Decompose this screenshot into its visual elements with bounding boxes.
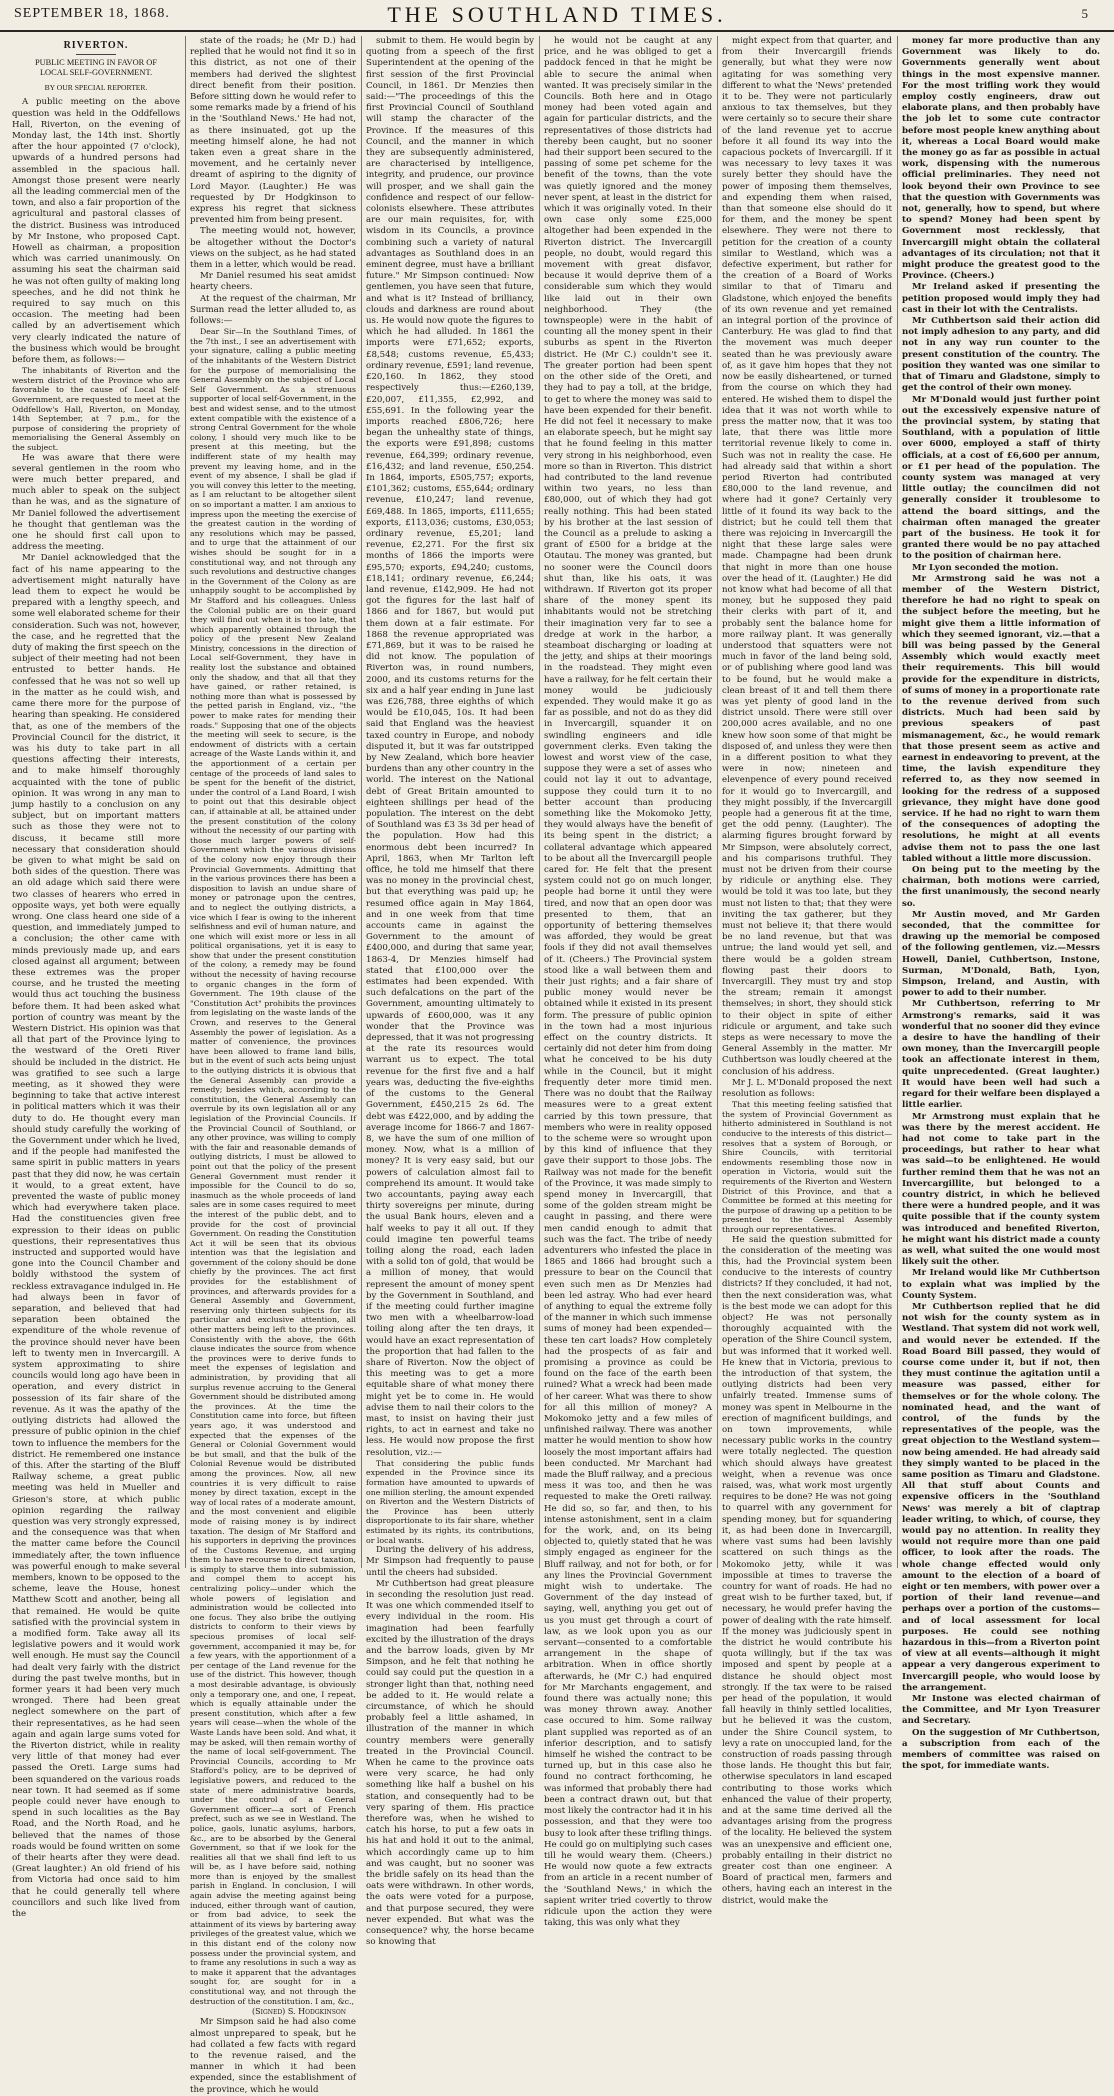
resolution-text: That this meeting feeling satisfied that the system of Provincial Government as hitherto administered in Southland is not conducive to the interests of this district—resolves that a system of Borough, or Shire Councils, with territorial endowments resembling those now in operation in Victoria, would suit the requirements of the Riverton and Western District of this Province, and that a Committee be formed at this meeting for the purpose of drawing up a petition to be presented to the General Assembly through our representatives. bbox=[722, 1100, 892, 1235]
article-subheadline: PUBLIC MEETING IN FAVOR OF LOCAL SELF-GOVERNMENT. bbox=[34, 58, 158, 78]
paragraph: Mr Simpson said he had also come almost unprepared to speak, but he had collated a few facts with regard to the revenue raised, and the manner in which it had been expended, since the establishment of the province, which he would bbox=[190, 2017, 356, 2095]
paragraph: Mr M'Donald would just further point out the excessively expensive nature of the provincial system, by stating that Southland, with a population of little over 6000, employed a staff of thirty officials, at a cost of £6,600 per annum, or £1 per head of the population. The county system was managed at very little outlay; the councilmen did not generally consider it troublesome to attend the board sittings, and the chairman often managed the greater part of the business. He took it for granted there would be no pay attached to the position of chairman here. bbox=[902, 394, 1100, 562]
paragraph: Mr Austin moved, and Mr Garden seconded, that the committee for drawing up the memorial be composed of the following gentlemen, viz.—Messrs Howell, Daniel, Cuthbertson, Instone, Surman, M'Donald, Bath, Lyon, Simpson, Ireland, and Austin, with power to add to their number. bbox=[902, 909, 1100, 999]
paragraph: might expect from that quarter, and from their Invercargill friends generally, but what they were now agitating for was something very different to what the 'News' pretended it to be. They were not particularly anxious to tax themselves, but they were certainly so to secure their share of the land revenue yet to accrue before it all found its way into the capacious pockets of Invercargill. If it was necessary to levy taxes it was surely better they should have the power of imposing them themselves, and expending them when raised, than that someone else should do it for them, and the money be spent elsewhere. They were not there to petition for the creation of a county similar to Westland, which was a defective experiment, but rather for the creation of a Board of Works similar to that of Timaru and Gladstone, which enjoyed the benefits of its own revenue and yet remained an integral portion of the province of Canterbury. He was glad to find that the movement was much deeper seated than he was previously aware of, as it gave him hopes that they not now be easily disheartened, or turned from the course on which they had entered. He wished them to dispel the idea that it was not worth while to press the matter now, that it was too late, that there was little more territorial revenue likely to come in. Such was not in reality the case. He had already said that within a short period Riverton had contributed £80,000 to the land revenue, and where had it gone? Certainly very little of it found its way back to the district; but he could tell them that there was rejoicing in Invercargill the night that these large sales were made. Champagne had been drunk that night in more than one house over the head of it. (Laughter.) He did not know what had become of all that money, but he supposed they paid their clerks with part of it, and probably sent the balance home for more railway plant. It was generally understood that squatters were not much in favor of the land being sold, or of publishing where good land was to be found, but he would make a clean breast of it and tell them there was yet plenty of good land in the district unsold. There were still over 200,000 acres available, and no one knew how soon some of that might be disposed of, and unless they were then in a different position to what they were in now; nineteen and elevenpence of every pound received for it would go to Invercargill, and they might possibly, if the Invercargill people had a generous fit at the time, get the odd penny. (Laughter). The alarming figures brought forward by Mr Simpson, were absolutely correct, and his comparisons truthful. They must not be driven from their course by ridicule or anything else. They would be told it was too late, but they must not listen to that; that they were inviting the tax gatherer, but they must not believe it; that there would be no land revenue, but that was untrue; the land would yet sell, and there would be a golden stream flowing past their doors to Invercargill. They must try and stop the stream; remain it amongst themselves; in short, they should stick to their object in spite of either ridicule or argument, and take such steps as were necessary to move the General Assembly in the matter. Mr Cuthbertson was loudly cheered at the conclusion of his address. bbox=[722, 36, 892, 1077]
column-2 bbox=[190, 36, 356, 2095]
newspaper-columns bbox=[0, 32, 1114, 2095]
article-byline: BY OUR SPECIAL REPORTER. bbox=[44, 83, 148, 93]
paragraph: Mr Armstrong must explain that he was there by the merest accident. He had not come to take part in the proceedings, but rather to hear what was said—to be enlightened. He would further remind them that he was not an Invercargillite, but belonged to a country district, in which he believed there were a hundred people, and it was quite possible that if the county system was introduced and benefited Riverton, he might want his district made a county as well, what suited the one would most likely suit the other. bbox=[902, 1111, 1100, 1268]
column-divider bbox=[717, 36, 718, 1568]
paragraph: he would not be caught at any price, and he was obliged to get a paddock fenced in that he might be able to secure the animal when wanted. It was precisely similar in the Councils. Both here and in Otago money had been voted again and again for particular districts, and the representatives of those districts had thereby been caught, but no sooner had their support been secured to the passing of some pet scheme for the benefit of the towns, than the vote was quietly ignored and the money never spent, at least in the district for which it was originally voted. In their own case only some £25,000 altogether had been expended in the Riverton district. The Invercargill people, no doubt, would regard this movement with great disfavor, because it would deprive them of a considerable sum which they would like laid out in their own neighborhood. They (the townspeople) were in the habit of counting all the money spent in their suburbs as spent in the Riverton district. He (Mr C.) couldn't see it. The greater portion had been spent on the other side of the Oreti, and they had to pay a toll, at the bridge, to get to where the money was said to have been expended for their benefit. He did not feel it necessary to make an elaborate speech, but he might say that he found feeling in this matter very strong in his neighborhood, even more so than in Riverton. This district had contributed to the land revenue within two years, no less than £80,000, out of which they had got really nothing. This had been stated by his brother at the last session of the Council as a prelude to asking a grant of £500 for a bridge at the Otautau. The money was granted, but no sooner were the Council doors shut than, like his oats, it was withdrawn. If Riverton got its proper share of the money spent its inhabitants would not be stretching their imagination very far to see a dredge at work in the harbor, a steamboat discharging or loading at the jetty, and ships at their moorings in the roadstead. They might even have a railway, for he felt certain their money would be judiciously expended. They would make it go as far as possible, and not do as they did in Invercargill, squander it on swindling engineers and idle government clerks. Even taking the lowest and worst view of the case, suppose they were a set of asses who could not lay it out to advantage, suppose they could turn it to no better account than producing something like the Mokomoko Jetty, they would always have the benefit of its being spent in the district; a collateral advantage which appeared to be about all the Invercargill people cared for. He felt that the present system could not go on much longer, people had borne it until they were tired, and now that an open door was presented to them, that an opportunity of bettering themselves was afforded, they would be great fools if they did not avail themselves of it. (Cheers.) The Provincial system stood like a wall between them and their just rights; and a fair share of public money would never be obtained while it existed in its present form. The pressure of public opinion in the town had a most injurious effect on the country districts. It certainly did not deter him from doing what he conceived to be his duty while in the Council, but it might frequently deter more timid men. There was no doubt that the Railway measures were to a great extent carried by this town pressure, that members who were in reality opposed to the scheme were so wrought upon by this kind of influence that they gave their support to those jobs. The Railway was not made for the benefit of the Province, it was made simply to spend money in Invercargill, that some of the golden stream might be caught in passing, and there were men candid enough to admit that such was the fact. The tribe of needy adventurers who infested the place in 1865 and 1866 had brought such a pressure to bear on the Council that even such men as Dr Menzies had been led astray. Who had ever heard of anything to equal the extreme folly of the manner in which such immense sums of money had been expended—these ten cart loads? How completely had the prospects of as fair and promising a province as could be found on the face of the earth been ruined? What a wreck had been made of her career. What was there to show for all this million of money? A Mokomoko jetty and a few miles of unfinished railway. There was another matter he would mention to show how loosely the most important affairs had been conducted. Mr Marchant had made the Bluff railway, and a precious mess it was too, and then he was requested to make the Oreti railway. He did so, so far, and then, to his intense astonishment, sent in a claim for the work, and, on its being objected to, quietly stated that he was simply engaged as engineer for the Bluff railway, and not for both, or for any lines the Provincial Government might wish to undertake. The Government of the day instead of saying, well, anything you get out of us you must get through a court of law, as we look upon you as our servant—consented to a comfortable arrangement in the shape of arbitration. When in office shortly afterwards, he (Mr C.) had enquired for Mr Marchants engagement, and found there was actually none; this was money thrown away. Another case occured to him. Some railway plant supplied was reported as of an inferior description, and to satisfy himself he wished the contract to be turned up, but in this case also he found no contract forthcoming, he was informed that probably there had been a contract drawn out, but that most likely the contractor had it in his possession, and that they were too busy to look after these trifling things. He could go on multiplying such cases till he would weary them. (Cheers.) He would now quote a few extracts from an article in a recent number of the 'Southland News,' in which the sapient writer tried covertly to throw ridicule upon the action they were taking, this was only what they bbox=[544, 36, 712, 1929]
paragraph: He was aware that there were several gentlemen in the room who were much better prepared, and much abler to speak on the subject than he was, and as the signature of Mr Daniel followed the advertisement he thought that gentleman was the one he should first call upon to address the meeting. bbox=[12, 452, 180, 553]
article-headline: RIVERTON. bbox=[63, 40, 129, 51]
paragraph: The meeting would not, however, be altogether without the Doctor's views on the subject, as he had stated them in a letter, which would be read. bbox=[190, 226, 356, 271]
column-5 bbox=[722, 36, 892, 1906]
paragraph: During the delivery of his address, Mr Simpson had frequently to pause until the cheers had subsided. bbox=[366, 1545, 534, 1578]
paragraph: Mr Ireland asked if presenting the petition proposed would imply they had cast in their lot with the Centralists. bbox=[902, 282, 1100, 315]
masthead bbox=[0, 0, 1114, 32]
column-divider bbox=[361, 36, 362, 1568]
paragraph: On the suggestion of Mr Cuthbertson, a subscription from each of the members of committee was raised on the spot, for immediate wants. bbox=[902, 1727, 1100, 1772]
paragraph: A public meeting on the above question was held in the Oddfellows Hall, Riverton, on the evening of Monday last, the 14th inst. Shortly after the hour appointed (7 o'clock), upwards of a hundred persons had assembled in the spacious hall. Amongst those present were nearly all the leading commercial men of the town, and also a fair proportion of the agricultural and pastoral classes of the district. Business was introduced by Mr Instone, who proposed Capt. Howell as chairman, a proposition which was carried unanimously. On assuming his seat the chairman said he was not often guilty of making long speeches, and he did not think he required to say much on this occasion. The meeting had been called by an advertisement which very clearly indicated the nature of the business which would be brought before them, as follows:— bbox=[12, 97, 180, 366]
column-1 bbox=[12, 36, 180, 1920]
issue-date: SEPTEMBER 18, 1868. bbox=[14, 6, 170, 21]
advertisement-quote: The inhabitants of Riverton and the western district of the Province who are favorable to the cause of Local Self-Government, are requested to meet at the Oddfellow's Hall, Riverton, on Monday, 14th September, at 7 p.m., for the purpose of considering the propriety of memorialising the General Assembly on the subject. bbox=[12, 366, 180, 453]
paragraph: Mr Armstrong said he was not a member of the Western District, therefore he had no right to speak on the subject before the meeting, but he might give them a little information of which they seemed ignorant, viz.—that a bill was being passed by the General Assembly which would exactly meet their requirements. This bill would provide for the expenditure in districts, of sums of money in a proportionate rate to the revenue derived from such districts. Much had been said by previous speakers of past mismanagement, &c., he would remark that those present seem as active and earnest in endeavoring to prevent, at the time, the lavish expenditure they referred to, as they now seemed in looking for the redress of a supposed grievance, they might have done good service. If he had no right to warn them of the consequences of adopting the resolutions, he might at all events advise them not to pass the one last tabled without a little more discussion. bbox=[902, 573, 1100, 864]
paragraph: Mr Ireland would like Mr Cuthbertson to explain what was implied by the County System. bbox=[902, 1268, 1100, 1301]
paragraph: On being put to the meeting by the chairman, both motions were carried, the first unanimously, the second nearly so. bbox=[902, 865, 1100, 909]
page-number: 5 bbox=[1081, 6, 1088, 21]
column-divider bbox=[897, 36, 898, 1568]
paragraph: At the request of the chairman, Mr Surman read the letter alluded to, as follows:— bbox=[190, 293, 356, 327]
column-3 bbox=[366, 36, 534, 1948]
paragraph: Mr Cuthbertson, referring to Mr Armstrong's remarks, said it was wonderful that no sooner did they evince a desire to have the handling of their own money, than the Invercargill people took an affectionate interest in them, quite unprecedented. (Great laughter.) It would have been well had such a regard for their welfare been displayed a little earlier. bbox=[902, 999, 1100, 1111]
paragraph: state of the roads; he (Mr D.) had replied that he would not find it so in this district, as not one of their members had derived the slightest direct benefit from their position. Before sitting down he would refer to some remarks made by a friend of his in the 'Southland News.' He had not, as there insinuated, got up the meeting himself alone, he had not taken even a great share in the movement, and he certainly never dreamt of aspiring to the dignity of Lord Mayor. (Laughter.) He was requested by Dr Hodgkinson to express his regret that sickness prevented him from being present. bbox=[190, 36, 356, 226]
column-4 bbox=[544, 36, 712, 1929]
paragraph: Mr Daniel acknowledged that the fact of his name appearing to the advertisement might naturally have lead them to expect he would be prepared with a lengthy speech, and some well elaborated scheme for their consideration. Such was not, however, the case, and he regretted that the duty of making the first speech on the subject of their meeting had not been entrusted to better hands. He confessed that he was not so well up in the matter as he could wish, and came there more for the purpose of hearing than speaking. He considered that, as one of the members of the Provincial Council for the district, it was his duty to take part in all questions affecting their interests, and to make himself thoroughly acquainted with the tone of public opinion. It was wrong in any man to jump hastily to a conclusion on any subject, but on important matters such as those they were not to discuss, it became still more necessary that consideration should be given to what might be said on both sides of the question. There was an old adage which said there were two classes of hearers who erred in opposite ways, yet both were equally wrong. One class heard one side of a question, and immediately jumped to a conclusion; the other came with minds previously made up, and ears closed against all argument; between these extremes was the proper course, and he trusted the meeting would thus act touching the business before them. It had been asked what portion of country was meant by the Western District. His opinion was that all that part of the Province lying to the westward of the Oreti River should be included in the district. He was gratified to see such a large meeting, as it showed they were beginning to take that active interest in political matters which it was their duty to do. He thought every man should study carefully the working of the Government under which he lived, and if the people had manifested the same spirit in public matters in years past that they did now, he was certain it would, to a great extent, have prevented the waste of public money which had everywhere taken place. Had the constituencies given free expression to their ideas on public questions, their representatives thus instructed and supported would have gone into the Council Chamber and boldly withstood the system of reckless extravagance indulged in. He had always been in favor of separation, and believed that had separation been obtained the expenditure of the whole revenue of the province should never have been left to twenty men in Invercargill. A system approximating to shire councils would long ago have been in operation, and every district in possession of its fair share of the revenue. As it was the apathy of the outlying districts had allowed the pressure of public opinion in the chief town to influence the members for the district. He remembered one instance of this. After the starting of the Bluff Railway scheme, a great public meeting was held in Mueller and Grieson's store, at which public opinion regarding the railway question was very strongly expressed, and the consequence was that when the matter came before the Council immediately after, the town influence was powerful enough to make several members, known to be opposed to the scheme, leave the House, honest Matthew Scott and another, being all that remained. He would be quite satisfied with the provincial system in a modified form. Take away all its legislative powers and it would work well enough. He must say the Council had dealt very fairly with the district during the past twelve months, but in former years it had been very much wronged. There had been great neglect somewhere on the part of their representatives, as he had seen again and again large sums voted for the Riverton district, while in reality very little of that money had ever passed the Oreti. Large sums had been squandered on the various roads near town. It had seemed as if some people could never have enough to spend in such localities as the Bay Road, and the North Road, and he believed that the names of those roads would be found written on some of their hearts after they were dead. (Great laughter.) An old friend of his from Victoria had once said to him that he could generally tell where councillors and such like lived from the bbox=[12, 553, 180, 1920]
paragraph: money far more productive than any Government was likely to do. Governments generally went about things in the most expensive manner. For the most trifling work they would employ costly engineers, draw out elaborate plans, and then probably have the job let to some cute contractor before most people knew anything about it, whereas a Local Board would make the money go as far as possible in actual work, dispensing with the numerous official preliminaries. They need not look beyond their own Province to see that the question with Governments was not, generally, how to spend, but where to spend? Money had been spent by Government most recklessly, that Invercargill might obtain the collateral advantages of its circulation; not that it might produce the greatest good to the Province. (Cheers.) bbox=[902, 36, 1100, 282]
paragraph: submit to them. He would begin by quoting from a speech of the first Superintendent at the opening of the first session of the first Provincial Council, in 1861. Dr Menzies then said:—"The proceedings of this the first Provincial Council of Southland will stamp the character of the Province. If the measures of this Council, and the manner in which they are subsequently administered, are characterised by intelligence, integrity, and prudence, our province will prosper, and we shall gain the confidence and respect of our fellow-colonists elsewhere. These attributes are our main requisites, for, with wisdom in its Councils, a province combining such a variety of natural advantages as Southland does in an eminent degree, must have a brilliant future." Mr Simpson continued: Now gentlemen, you have seen that future, and what is it? Instead of brilliancy, clouds and darkness are round about us. He would now quote the figures to which he had alluded. In 1861 the imports were £71,652; exports, £8,548; customs revenue, £5,433; ordinary revenue, £591; land revenue, £20,160. In 1862, they stood respectively thus:—£260,139, £20,007, £11,355, £2,992, and £55,691. In the following year the imports reached £806,726; here began the unhealthy state of things, the exports were £91,898; customs revenue, £64,399; ordinary revenue, £16,432; and land revenue, £50,254. In 1864, imports, £505,757; exports, £101,362; customs, £55,644; ordinary revenue, £10,247; land revenue, £69,488. In 1865, imports, £111,655; exports, £113,036; customs, £30,053; ordinary revenue, £5,201; land revenue, £2,271. For the first six months of 1866 the imports were £95,570; exports, £94,240; customs, £18,141; ordinary revenue, £6,244; land revenue, £142,909. He had not got the figures for the last half of 1866 and for 1867, but would put them down at a fair estimate. For 1868 the revenue appropriated was £71,869, but it was to be raised he did not know. The population of Riverton was, in round numbers, 2000, and its customs returns for the six and a half year ending in June last was £26,788, three eighths of which would be £10,045, 10s. It had been said that England was the heaviest taxed country in Europe, and nobody disputed it, but it was far outstripped by New Zealand, which bore heavier burdens than any other country in the world. The interest on the National debt of Great Britain amounted to eighteen shillings per head of the population. The interest on the debt of Southland was £3 3s 3d per head of the population. How had this enormous debt been incurred? In April, 1863, when Mr Tarlton left office, he told me himself that there was no money in the provincial chest, but that everything was paid up; he resumed office again in May 1864, and in one week from that time accounts came in against the Government to the amount of £400,000, and during that same year, 1863-4, Dr Menzies himself had stated that £100,000 over the estimates had been expended. With such defalcations on the part of the Government, amounting ultimately to upwards of £600,000, was it any wonder that the Province was depressed, that it was not progressing at the rate its resources would warrant us to expect. The total revenue for the first five and a half years was, deducting the five-eighths of the customs to the General Government, £450,215 2s 6d. The debt was £422,000, and by adding the average income for 1866-7 and 1867-8, we have the sum of one million of money. Now, what is a million of money? It is very easy said, but our powers of calculation almost fail to comprehend its amount. It would take two accountants, paying away each thirty sovereigns per minute, during the usual Bank hours, eleven and a half weeks to pay it all out. If they could imagine ten powerful teams toiling along the road, each laden with a solid ton of gold, that would be a million of money, that would represent the amount of money spent by the Government in Southland, and if the meeting could further imagine two men with a wheelbarrow-load toiling along after the ten drays, it would have an exact representation of the proportion that had fallen to the share of Riverton. Now the object of this meeting was to get a more equitable share of what money there might yet be to come in. He would advise them to nail their colors to the mast, to insist on having their just rights, to act in earnest and take no less. He would now propose the first resolution, viz.:— bbox=[366, 36, 534, 1458]
paragraph: He said the question submitted for the consideration of the meeting was this, had the Provincial system been conducive to the interests of country districts? If they concluded, it had not, then the next consideration was, what is the best mode we can adopt for this object? He was not personally thoroughly acquainted with the operation of the Shire Council system, but was informed that it worked well. He knew that in Victoria, previous to the introduction of that system, the outlying districts had been very unfairly treated. Immense sums of money was spent in Melbourne in the erection of magnificent buildings, and on town improvements, while necessary public works in the country were totally neglected. The question which should always have greatest weight, when a revenue was once raised, was, what work most urgently requires to be done? He was not going to quarrel with any government for spending money, but for squandering it, as had been done in Invercargill, where vast sums had been lavishly scattered on such things as the Mokomoko jetty, while it was impossible at times to traverse the country for want of roads. He had no great wish to be further taxed, but, if necessary, he would prefer having the power of dealing with the rate himself. If the money was judiciously spent in the district he would contribute his quota willingly, but if the tax was imposed and spent by people at a distance he should object most strongly. If the tax were to be raised per head of the population, it would fall heavily in thinly settled localities, but he believed it was the custom, under the Shire Council system, to levy a rate on unoccupied land, for the construction of roads passing through those lands. He thought this but fair, otherwise speculators in land escaped contributing to those works which enhanced the value of their property, and at the same time derived all the advantages arising from the progress of the locality. He believed the system was an unexpensive and efficient one, probably entailing in their district no greater cost than one engineer. A Board of practical men, farmers and others, having each an interest in the district, would make the bbox=[722, 1234, 892, 1906]
hodgkinson-letter: Dear Sir—In the Southland Times, of the 7th inst., I see an advertisement with your signature, calling a public meeting of the inhabitants of the Western District for the purpose of memorialising the General Assembly on the subject of Local Self Government. As a strenuous supporter of local self-Government, in the best and widest sense, and to the utmost extent compatible with the existence of a strong Central Government for the whole colony, I should very much like to be present at this meeting, but the indifferent state of my health may prevent my leaving home, and in the event of my absence, I shall be glad if you will convey this letter to the meeting, as I am reluctant to be altogether silent on so important a matter. I am anxious to impress upon the meeting the exercise of the greatest caution in the wording of any resolutions which may be passed, and to urge that the attainment of our wishes should be sought for in a constitutional way, and not through any such revolutions and destructive changes in the Government of the Colony as are unhappily sought to be accomplished by Mr Stafford and his colleagues. Unless the Colonial public are on their guard they will find out when it is too late, that which apparently obtained through the policy of the present New Zealand Ministry, concessions in the direction of Local self-Government, they have in reality lost the substance and obtained only the shadow, and that all that they have gained, or rather retained, is nothing more than what is possessed by the petted parish in England, viz., "the power to make rates for mending their roads." Supposing that one of the objects the meeting will seek to secure, is the endowment of districts with a certain acreage of the Waste Lands within it, and the apportionment of a certain per centage of the proceeds of land sales to be spent for the benefit of the district, under the control of a Land Board, I wish to point out that this desirable object can, if attainable at all, be attained under the present constitution of the colony without the necessity of our parting with those much larger powers of self-Government which the various divisions of the colony now enjoy through their Provincial Governments. Admitting that in the various provinces there has been a disposition to lavish an undue share of money or patronage upon the centres, and to neglect the outlying districts, a vice which I fear is owing to the inherent selfishness and evil of human nature, and one which will exist more or less in all political organisations, yet it is easy to show that under the present constitution of the colony, a remedy may be found without the necessity of having recourse to organic changes in the form of Government. The 19th clause of the "Constitution Act" prohibits the provinces from legislating on the waste lands of the Crown, and reserves to the General Assembly the power of legislation. As a matter of convenience, the provinces have been allowed to frame land bills, but in the event of such acts being unjust to the outlying districts it is obvious that the General Assembly can provide a remedy; besides which, according to the constitution, the General Assembly can overrule by its own legislation all or any legislation of the Provincial Councils. If the Provincial Council of Southland, or any other province, was willing to comply with the fair and reasonable demands of outlying districts, I must be allowed to point out that the policy of the present General Government must render it impossible for the Council to do so, inasmuch as the whole proceeds of land sales are in some cases required to meet the interest of the public debt, and to provide for the cost of provincial Government. On reading the Constitution Act it will be seen that its obvious intention was that the legislation and government of the colony should be done chiefly by the provinces. The act first provides for the establishment of provinces, and afterwards provides for a General Assembly and Government, reserving only thirteen subjects for its particular and exclusive attention, all other matters being left to the provinces. Consistently with the above, the 66th clause indicates the source from whence the provinces were to derive funds to meet the expenses of legislation and administration, by providing that all surplus revenue accruing to the General Government should be distributed among the provinces. At the time the Constitution came into force, but fifteen years ago, it was understood and expected that the expenses of the General or Colonial Government would be but small, and that the bulk of the Colonial Revenue would be distributed among the provinces. Now, all new countries it is very difficult to raise money by direct taxation, except in the way of local rates of a moderate amount, and the most convenient and eligible mode of raising money is by indirect taxation. The design of Mr Stafford and his supporters in depriving the provinces of the Customs Revenue, and urging them to have recourse to direct taxation, is simply to starve them into submission, and compel them to accept his centralizing policy—under which the whole powers of legislation and administration would be collected into one focus. They also bribe the outlying districts to conform to their views by specious promises of local self-government, accompanied it may be, for a few years, with the apportionment of a per centage of the Land revenue for the use of the district. This however, though a most desirable advantage, is obviously only a temporary one, and one, I repeat, which is equally attainable under the present constitution, which after a few years will cease—when the whole of the Waste Lands have been sold. And what, it may be asked, will then remain worthy of the name of local self-government. The Provincial Councils, according to Mr Stafford's policy, are to be deprived of legislative powers, and reduced to the state of mere administrative boards, under the control of a General Government officer—a sort of French prefect, such as we see in Westland. The police, gaols, lunatic asylums, harbors, &c., are to be absorbed by the General Government, so that if we look for the realities all that we shall find left to us will be, as I have before said, nothing more than is enjoyed by the smallest parish in England. In conclusion, I will again advise the meeting against being induced, either through want of caution, or from bad advice, to seek the attainment of its views by bartering away privileges of the greatest value, which we in this distant end of the colony now possess under the provincial system, and to frame any resolutions in such a way as to make it apparent that the advantages sought for, are sought for in a constitutional way, and not through the destruction of the constitution. I am, &c., bbox=[190, 327, 356, 2006]
headline-rule bbox=[76, 54, 116, 55]
paragraph: Mr Cuthbertson said their action did not imply adhesion to any party, and did not in any way run counter to the present constitution of the country. The position they wanted was one similar to that of Timaru and Gladstone, simply to get the control of their own money. bbox=[902, 316, 1100, 394]
column-6 bbox=[902, 36, 1100, 1772]
newspaper-title: THE SOUTHLAND TIMES. bbox=[387, 2, 727, 27]
paragraph: Mr Lyon seconded the motion. bbox=[912, 562, 1059, 573]
paragraph: Mr J. L. M'Donald proposed the next resolution as follows: bbox=[722, 1077, 892, 1100]
letter-signature: (Signed) S. Hodgkinson bbox=[251, 2007, 346, 2017]
paragraph: Mr Daniel resumed his seat amidst hearty cheers. bbox=[190, 271, 356, 293]
paragraph: Mr Cuthbertson replied that he did not wish for the county system as in Westland. That system did not work well, and would never be extended. If the Road Board Bill passed, they would of course come under it, but if not, then they must continue the agitation until a measure was passed, either for themselves or for the whole colony. The nominated head, and the want of control, of the funds by the representatives of the people, was the great objection to the Westland system—now being amended. He had already said they simply wanted to be placed in the same position as Timaru and Gladstone. All that stuff about Counts and expensive officers in the 'Southland News' was merely a bit of claptrap leader writing, to which, of course, they would pay no attention. In reality they would not require more than one paid officer, to look after the roads. The whole change effected would only amount to the election of a board of eight or ten members, with power over a portion of their land revenue—and perhaps over a portion of the customs—and of local assessment for local purposes. He could see nothing hazardous in this—from a Riverton point of view at all events—although it might appear a very dangerous experiment to Invercargill people, who would loose by the arrangement. bbox=[902, 1301, 1100, 1693]
paragraph: Mr Cuthbertson had great pleasure in seconding the resolution just read. It was one which commended itself to every individual in the room. His imagination had been fearfully excited by the illustration of the drays and the barrow loads, given by Mr Simpson, and he felt that nothing he could say could put the question in a stronger light than that, nothing need be added to it. He would relate a circumstance, of which he should probably feel a little ashamed, in illustration of the manner in which country members were generally treated in the Provincial Council. When he came to the province oats were very scarce, he had only something like half a bushel on his station, and consequently had to be very sparing of them. His practice therefore was, when he wished to catch his horse, to put a few oats in his hat and hold it out to the animal, which accordingly came up to him and was caught, but no sooner was the bridle safely on its head than the oats were withdrawn. In other words, the oats were voted for a purpose, and that purpose secured, they were never expended. But what was the consequence? why, the horse became so knowing that bbox=[366, 1578, 534, 1948]
resolution-text: That considering the public funds expended in the Province since its formation have amounted to upwards of one million sterling, the amount expended on Riverton and the Western Districts of the Province has been utterly disproportionate to its fair share, whether estimated by its rights, its contributions, or local wants. bbox=[366, 1458, 534, 1545]
paragraph: Mr Instone was elected chairman of the Committee, and Mr Lyon Treasurer and Secretary. bbox=[902, 1694, 1100, 1727]
column-divider bbox=[185, 36, 186, 1568]
column-divider bbox=[539, 36, 540, 1568]
